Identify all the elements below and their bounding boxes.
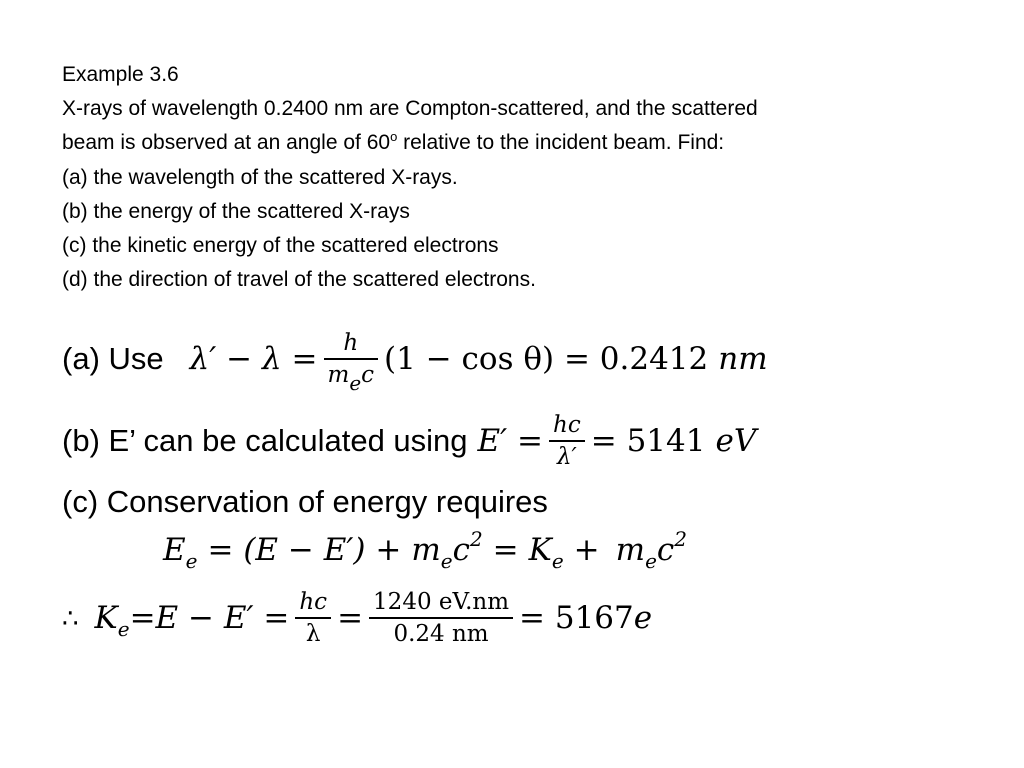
question-d: (d) the direction of travel of the scattered electrons. bbox=[62, 268, 536, 292]
solution-a-unit: nm bbox=[718, 341, 768, 377]
fraction-denominator bbox=[324, 360, 379, 395]
ke-middle: =E − E′ = bbox=[129, 600, 290, 636]
eq-middle: = (E − E′) + bbox=[207, 532, 402, 568]
fraction-denominator: λ′ bbox=[556, 444, 577, 470]
problem-line-2 bbox=[62, 126, 982, 160]
eq-plus: + bbox=[573, 532, 600, 568]
solution-c bbox=[62, 482, 548, 522]
fraction-denominator: λ bbox=[305, 621, 321, 647]
ke-fraction-2 bbox=[369, 587, 513, 649]
fraction-numerator: 1240 eV.nm bbox=[373, 589, 510, 615]
den-sub-e: e bbox=[349, 371, 362, 395]
eq-m2-sub: e bbox=[645, 549, 657, 573]
solution-c-label: (c) Conservation of energy requires bbox=[62, 484, 548, 519]
solution-b bbox=[62, 406, 756, 476]
ke-K bbox=[94, 600, 130, 641]
eq-c2-sup: 2 bbox=[674, 527, 688, 551]
solution-a-label: (a) Use bbox=[62, 341, 164, 376]
solution-a-rhs: (1 − cos θ) = 0.2412 bbox=[384, 341, 709, 377]
eq-c2: c bbox=[656, 532, 675, 568]
solution-b-fraction bbox=[549, 410, 585, 472]
fraction-numerator: h bbox=[343, 330, 359, 356]
eq-m2: m bbox=[615, 532, 646, 568]
eq-E bbox=[163, 532, 198, 573]
solution-b-rhs: = 5141 bbox=[590, 423, 706, 459]
problem-statement bbox=[62, 58, 982, 297]
ke-equals: = bbox=[337, 600, 364, 636]
solution-a-lhs: λ′ − λ = bbox=[189, 341, 318, 377]
example-title: Example 3.6 bbox=[62, 63, 179, 86]
eq-E-sub: e bbox=[185, 549, 198, 573]
ke-result: = 5167 bbox=[519, 600, 634, 636]
eq-m1-sub: e bbox=[440, 549, 453, 573]
solution-kinetic-energy bbox=[62, 580, 652, 656]
eq-E-letter: E bbox=[163, 532, 186, 568]
problem-line-2-post: relative to the incident beam. Find: bbox=[397, 131, 725, 155]
eq-K-letter: K bbox=[528, 532, 552, 568]
solution-b-lhs: E′ = bbox=[477, 423, 544, 459]
degree-superscript: o bbox=[390, 129, 398, 145]
question-a: (a) the wavelength of the scattered X-rays. bbox=[62, 165, 458, 189]
eq-c1: c bbox=[452, 532, 470, 568]
eq-mec2-second bbox=[615, 527, 688, 573]
solution-c-equation bbox=[163, 524, 687, 576]
fraction-denominator: 0.24 nm bbox=[393, 621, 489, 647]
solution-a-fraction bbox=[324, 328, 379, 395]
solution-b-label: (b) E’ can be calculated using bbox=[62, 423, 468, 458]
fraction-numerator: hc bbox=[553, 412, 581, 438]
problem-line-2-pre: beam is observed at an angle of 60 bbox=[62, 131, 391, 155]
solution-b-unit: eV bbox=[715, 423, 757, 459]
ke-K-sub: e bbox=[117, 617, 130, 641]
den-c: c bbox=[361, 362, 375, 388]
den-m: m bbox=[327, 362, 350, 388]
eq-equals: = bbox=[492, 532, 519, 568]
eq-mec2-first bbox=[411, 527, 483, 573]
therefore-symbol: ∴ bbox=[62, 602, 79, 633]
fraction-numerator: hc bbox=[299, 589, 328, 615]
eq-K bbox=[528, 532, 564, 573]
problem-line-1: X-rays of wavelength 0.2400 nm are Compton-scattered, and the scattered bbox=[62, 97, 758, 121]
ke-fraction-1 bbox=[295, 587, 331, 649]
ke-K-letter: K bbox=[94, 600, 118, 636]
eq-m1: m bbox=[411, 532, 441, 568]
question-b: (b) the energy of the scattered X-rays bbox=[62, 199, 410, 223]
ke-result-unit: e bbox=[633, 600, 653, 636]
solution-a bbox=[62, 322, 768, 396]
eq-K-sub: e bbox=[551, 549, 564, 573]
question-c: (c) the kinetic energy of the scattered electrons bbox=[62, 234, 499, 258]
eq-c1-sup: 2 bbox=[469, 527, 483, 551]
